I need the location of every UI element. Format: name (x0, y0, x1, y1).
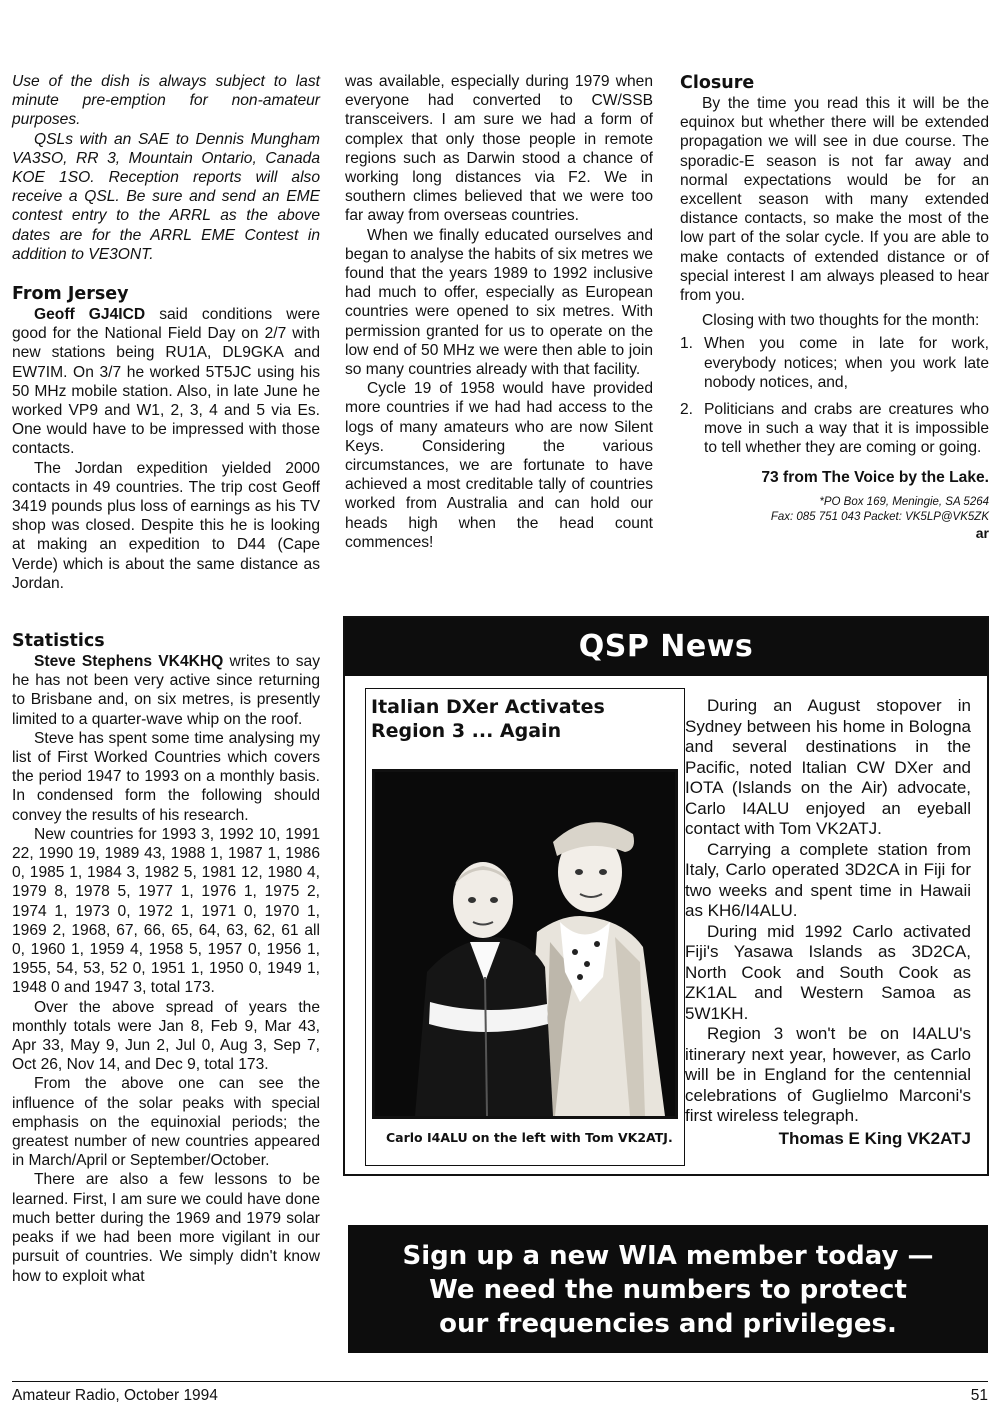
stats-paragraph-6: There are also a few lessons to be learned. First, I am sure we could have done much better during the 1969 and 1979 solar peaks if we had been more vigilant in our pursuit of countries. We simply didn't know how to exploit what (12, 1171, 320, 1285)
col2-paragraph-3: Cycle 19 of 1958 would have provided more countries if we had had access to the logs of many amateurs who are now Silent Keys. Considering the various circumstances, we are fortunate to have achieved a most creditable tally of countries worked from Australia and can hold our heads high when the head count commences! (345, 380, 653, 551)
qsl-paragraph: QSLs with an SAE to Dennis Mungham VA3SO, RR 3, Mountain Ontario, Canada KOE 1SO. Reception reports will also receive a QSL. Be sure and send an EME contest entry to the ARRL as the above dates are for the ARRL EME Contest in addition to VE3ONT. (12, 130, 320, 263)
col2-paragraph-1: was available, especially during 1979 when everyone had converted to CW/SSB transceivers. I am sure we had a form of complex that only those people in remote regions such as Darwin stood a chance of working long distances via F2. We in southern climes believed that we were too far away from overseas countries. (345, 73, 653, 225)
qsp-news-box (343, 616, 989, 1176)
statistics-heading: Statistics (12, 631, 105, 651)
column-2 (345, 72, 653, 552)
author-address: *PO Box 169, Meningie, SA 5264 Fax: 085 751 043 Packet: VK5LP@VK5ZK (770, 495, 989, 523)
stats-paragraph-4: Over the above spread of years the monthly totals were Jan 8, Feb 9, Mar 43, Apr 33, May 9, Jun 2, Jul 0, Aug 3, Sep 7, Oct 26, Nov 14, and Dec 9, total 173. (12, 998, 320, 1074)
stats-paragraph-3: New countries for 1993 3, 1992 10, 1991 22, 1990 19, 1989 43, 1988 1, 1987 1, 1986 0, 1985 1, 1984 3, 1982 5, 1981 12, 1980 4, 1979 8, 1978 5, 1977 1, 1976 1, 1975 2, 1974 1, 1973 0, 1972 1, 1971 0, 1970 1, 1969 2, 1968, 67, 66, 65, 64, 63, 62, 61 all 0, 1960 1, 1959 4, 1958 5, 1957 0, 1956 1, 1955, 54, 53, 52 0, 1951 1, 1950 0, 1949 1, 1948 0 and 1947 3, total 173. (12, 825, 320, 997)
qsp-article-body (685, 696, 971, 1149)
signup-line-1: Sign up a new WIA member today — (402, 1241, 934, 1271)
qsp-signoff: Thomas E King VK2ATJ (778, 1128, 971, 1148)
column-1-bottom (12, 630, 320, 1286)
column-1-top (12, 72, 320, 593)
jersey-lead: Geoff GJ4ICD (34, 306, 146, 324)
stats-paragraph-5: From the above one can see the influence of the solar peaks with special emphasis on the equinoxial periods; the greatest number of new countries appeared in March/April or September/October. (12, 1075, 320, 1170)
jersey-paragraph-1: Geoff GJ4ICD said conditions were good for the National Field Day on 2/7 with new stations being RU1A, DL9GKA and EW7IM. On 3/7 he worked 5T5JC using his 50 MHz mobile station. Also, in late June he worked VP9 and W1, 2, 3, 4 and 5 via Es. One would have to be impressed with those contacts. (12, 306, 320, 458)
closure-paragraph-2: Closing with two thoughts for the month: (702, 312, 980, 330)
jersey-paragraph-2: The Jordan expedition yielded 2000 contacts in 49 countries. The trip cost Geoff 3419 pounds plus loss of earnings as his TV shop was closed. Despite this he is looking at making an expedition to D44 (Cape Verde) which is about the same distance as Jordan. (12, 459, 320, 592)
stats-lead: Steve Stephens VK4KHQ (34, 653, 224, 670)
list-item: 2. Politicians and crabs are creatures who move in such a way that it is impossible to tell whether they are coming or going. (680, 401, 989, 457)
stats-paragraph-2: Steve has spent some time analysing my list of First Worked Countries which covers the period 1947 to 1993 on a monthly basis. In condensed form the following should convey the results of his research. (12, 729, 320, 824)
photo-carlo-and-tom (372, 769, 678, 1119)
thoughts-list (680, 334, 989, 457)
footer-publication: Amateur Radio, October 1994 (12, 1387, 218, 1404)
column-3 (680, 72, 989, 541)
closure-signoff: 73 from The Voice by the Lake. (761, 468, 989, 486)
qsp-paragraph-3: During mid 1992 Carlo activated Fiji's Yasawa Islands as 3D2CA, North Cook and South Cook as ZK1AL and Western Samoa as 5W1KH. (685, 921, 971, 1023)
footer-rule (12, 1381, 988, 1382)
signup-line-3: our frequencies and privileges. (439, 1309, 897, 1339)
stats-paragraph-1: Steve Stephens VK4KHQ writes to say he has not been very active since returning to Brisbane and, on six metres, is presently limited to a quarter-wave whip on the roof. (12, 653, 320, 728)
photo-illustration (375, 772, 675, 1116)
dish-paragraph: Use of the dish is always subject to last minute pre-emption for non-amateur purposes. (12, 73, 320, 129)
closure-heading: Closure (680, 73, 755, 93)
col2-paragraph-2: When we finally educated ourselves and began to analyse the habits of six metres we found that the years 1989 to 1992 inclusive had much to offer, especially as European countries were opened to six metres. With permission granted for us to operate on the low end of 50 MHz we were then able to join so many countries already with that facility. (345, 226, 653, 379)
qsp-paragraph-1: During an August stopover in Sydney between his home in Bologna and several destinations in the Pacific, noted Italian CW DXer and IOTA (Islands on the Air) advocate, Carlo I4ALU enjoyed an eyeball contact with Tom VK2ATJ. (685, 696, 971, 838)
qsp-news-banner: QSP News (345, 618, 987, 676)
qsp-paragraph-4: Region 3 won't be on I4ALU's itinerary next year, however, as Carlo will be in England for the centennial celebrations of Guglielmo Marconi's first wireless telegraph. (685, 1024, 971, 1125)
page-number: 51 (970, 1387, 988, 1404)
jersey-heading: From Jersey (12, 284, 129, 305)
closure-paragraph-1: By the time you read this it will be the equinox but whether there will be extended propagation we will see in due course. The sporadic-E season is not far away and normal expectations would be for an excellent season with many extended distance contacts, so make the most of the low part of the solar cycle. If you are able to make contacts of extended distance or of special interest I am always pleased to hear from you. (680, 95, 989, 305)
qsp-paragraph-2: Carrying a complete station from Italy, Carlo operated 3D2CA in Fiji for two weeks and spent time in Hawaii as KH6/I4ALU. (685, 839, 971, 920)
qsp-headline: Italian DXer Activates Region 3 ... Again (371, 696, 605, 742)
signup-banner (348, 1225, 988, 1353)
photo-caption: Carlo I4ALU on the left with Tom VK2ATJ. (386, 1130, 673, 1145)
list-item: 1. When you come in late for work, everybody notices; when you work late nobody notices, and, (680, 335, 989, 391)
end-mark: ar (975, 524, 989, 541)
qsp-article-panel (365, 688, 685, 1166)
signup-line-2: We need the numbers to protect (429, 1275, 907, 1305)
